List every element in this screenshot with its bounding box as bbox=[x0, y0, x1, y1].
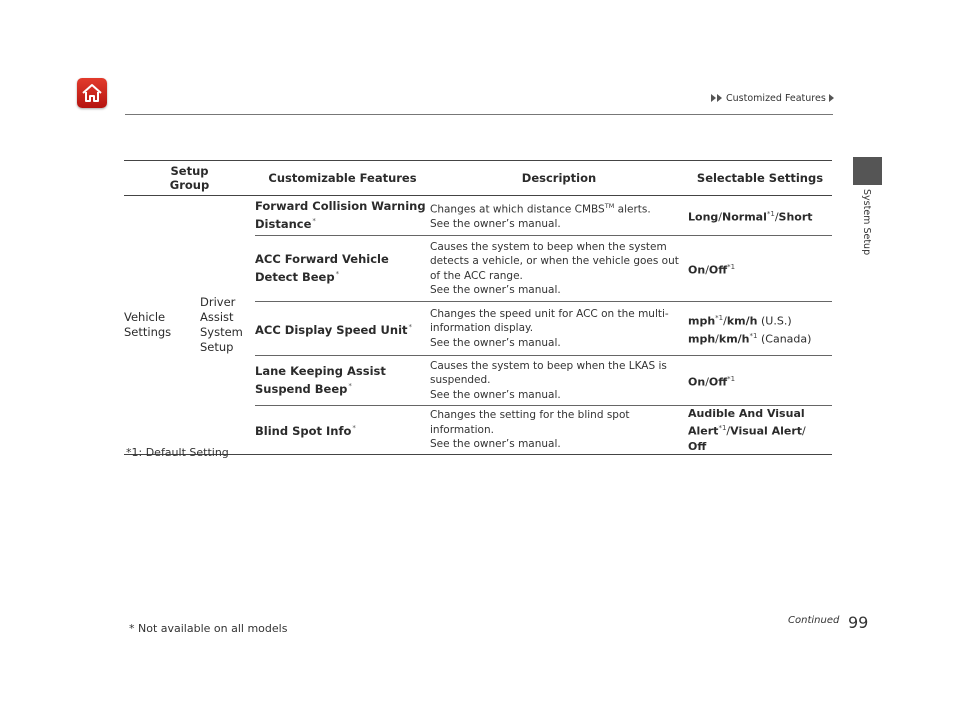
home-button[interactable] bbox=[77, 78, 107, 108]
table-header-row bbox=[124, 161, 832, 196]
feature-description: Changes the setting for the blind spot information. See the owner’s manual. bbox=[430, 406, 688, 455]
feature-description: Causes the system to beep when the system detects a vehicle, or when the vehicle goes out of the ACC range. See the owner’s manual. bbox=[430, 236, 688, 302]
availability-footnote: * Not available on all models bbox=[129, 622, 288, 635]
breadcrumb-arrow-icon bbox=[711, 94, 716, 102]
breadcrumb-arrow-icon bbox=[829, 94, 834, 102]
selectable-settings: mph$^{*1}$/km/h (U.S.) mph/$km/h^{*1}$ (Canada) bbox=[688, 302, 832, 356]
feature-name: Forward Collision Warning Distance* bbox=[255, 196, 430, 236]
home-icon bbox=[80, 81, 104, 105]
setup-group-vehicle-settings: Vehicle Settings bbox=[124, 196, 200, 455]
header-setup-group: Setup Group bbox=[124, 161, 255, 196]
breadcrumb-arrow-icon bbox=[717, 94, 722, 102]
feature-name: Blind Spot Info* bbox=[255, 406, 430, 455]
default-setting-note: *1: Default Setting bbox=[126, 446, 229, 459]
header-selectable-settings: Selectable Settings bbox=[688, 161, 832, 196]
page-number: 99 bbox=[848, 613, 869, 632]
feature-description: Changes at which distance CMBS™ alerts. See the owner’s manual. bbox=[430, 196, 688, 236]
feature-name: Lane Keeping Assist Suspend Beep* bbox=[255, 356, 430, 406]
section-tab-marker bbox=[853, 157, 882, 185]
header-description: Description bbox=[430, 161, 688, 196]
feature-description: Changes the speed unit for ACC on the multi-information display. See the owner’s manual. bbox=[430, 302, 688, 356]
feature-name: ACC Forward Vehicle Detect Beep* bbox=[255, 236, 430, 302]
setup-subgroup-driver-assist: Driver Assist System Setup bbox=[200, 196, 255, 455]
header-customizable-features: Customizable Features bbox=[255, 161, 430, 196]
section-tab-label: System Setup bbox=[861, 189, 872, 256]
selectable-settings: On/Off$^{*1}$ bbox=[688, 236, 832, 302]
table-row bbox=[124, 196, 832, 236]
header-divider bbox=[125, 114, 833, 115]
breadcrumb bbox=[711, 93, 835, 104]
selectable-settings: Long/Normal$^{*1}$/Short bbox=[688, 196, 832, 236]
selectable-settings: On/Off$^{*1}$ bbox=[688, 356, 832, 406]
selectable-settings: Audible And Visual Alert$^{*1}$/Visual Alert/ Off bbox=[688, 406, 832, 455]
continued-label: Continued bbox=[788, 615, 840, 626]
feature-description: Causes the system to beep when the LKAS is suspended. See the owner’s manual. bbox=[430, 356, 688, 406]
customized-features-table bbox=[124, 160, 832, 455]
breadcrumb-title[interactable]: Customized Features bbox=[726, 93, 826, 104]
feature-name: ACC Display Speed Unit* bbox=[255, 302, 430, 356]
